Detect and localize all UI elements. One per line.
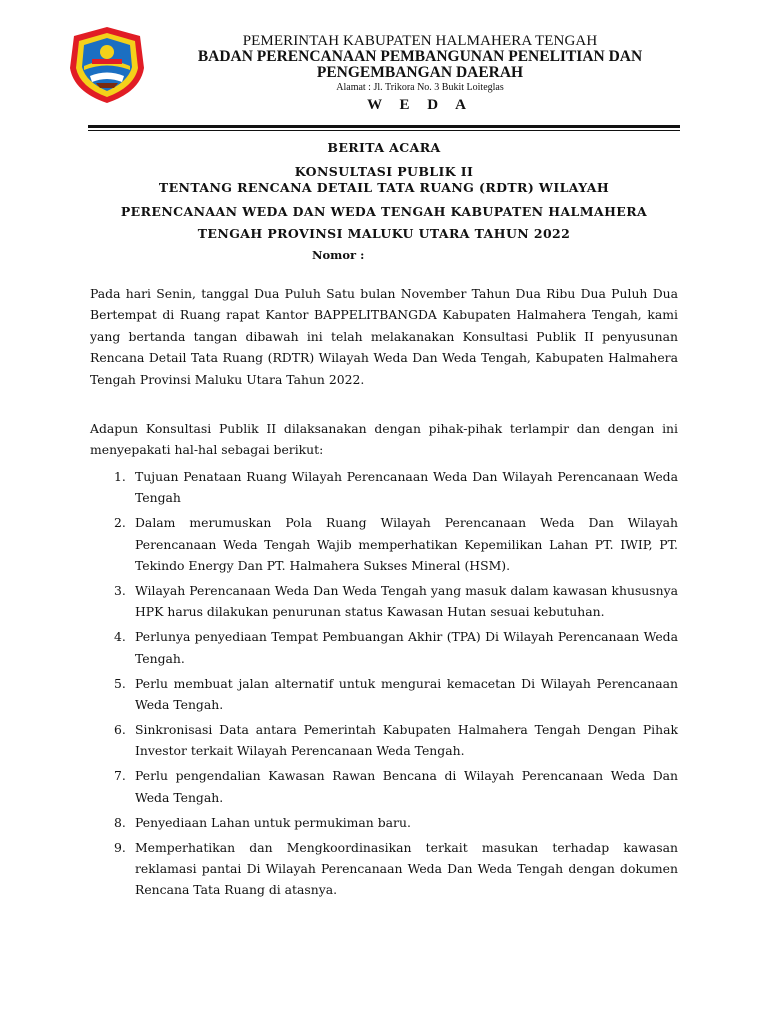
list-item-text: Memperhatikan dan Mengkoordinasikan terkait masukan terhadap kawasan reklamasi pantai Di Wilayah Perencanaan Weda Dan Weda Tengah dengan dokumen Rencana Tata Ruang di atasnya.: [135, 839, 678, 898]
letterhead-agency-line2: PENGEMBANGAN DAERAH: [316, 64, 524, 81]
list-item-text: Dalam merumuskan Pola Ruang Wilayah Perencanaan Weda Dan Wilayah Perencanaan Weda Tengah Wajib memperhatikan Kepemilikan Lahan PT. IWIP, PT. Tekindo Energy Dan PT. Halmahera Sukses Mineral (HSM).: [135, 515, 678, 574]
list-item: [90, 837, 678, 901]
list-item: [90, 466, 678, 509]
letterhead: [160, 33, 680, 115]
letterhead-address: Alamat : Jl. Trikora No. 3 Bukit Loiteglas: [336, 82, 504, 93]
agreement-intro-paragraph: Adapun Konsultasi Publik II dilaksanakan dengan pihak-pihak terlampir dan dengan ini menyepakati hal-hal sebagai berikut:: [90, 421, 678, 458]
regency-emblem-icon: [66, 24, 148, 106]
list-item-text: Sinkronisasi Data antara Pemerintah Kabupaten Halmahera Tengah Dengan Pihak Investor terkait Wilayah Perencanaan Weda Tengah.: [135, 721, 678, 759]
opening-paragraph: Pada hari Senin, tanggal Dua Puluh Satu bulan November Tahun Dua Ribu Dua Puluh Dua Bertempat di Ruang rapat Kantor BAPPELITBANGDA Kabupaten Halmahera Tengah, kami yang bertanda tangan dibawah ini telah melakanakan Konsultasi Publik II penyusunan Rencana Detail Tata Ruang (RDTR) Wilayah Weda Dan Weda Tengah, Kabupaten Halmahera Tengah Provinsi Maluku Utara Tahun 2022.: [90, 286, 678, 387]
list-item-text: Penyediaan Lahan untuk permukiman baru.: [135, 814, 411, 830]
letterhead-government: PEMERINTAH KABUPATEN HALMAHERA TENGAH: [242, 33, 598, 49]
letterhead-divider-thin: [88, 130, 680, 131]
letterhead-divider-thick: [88, 125, 680, 128]
letterhead-city: W E D A: [367, 97, 473, 113]
letterhead-agency-line1: BADAN PERENCANAAN PEMBANGUNAN PENELITIAN DAN: [197, 48, 643, 65]
list-item: [90, 719, 678, 762]
list-item-text: Perlu membuat jalan alternatif untuk mengurai kemacetan Di Wilayah Perencanaan Weda Tengah.: [135, 675, 678, 713]
list-item: [90, 626, 678, 669]
document-topic-line2: PERENCANAAN WEDA DAN WEDA TENGAH KABUPATEN HALMAHERA: [120, 204, 648, 219]
list-item-number: 3.: [114, 583, 126, 599]
document-topic-line1: TENTANG RENCANA DETAIL TATA RUANG (RDTR) WILAYAH: [158, 180, 610, 195]
list-item-number: 1.: [114, 469, 126, 484]
list-item-number: 9.: [114, 839, 126, 855]
agreement-points-list: [90, 466, 678, 904]
list-item-text: Tujuan Penataan Ruang Wilayah Perencanaan Weda Dan Wilayah Perencanaan Weda Tengah: [135, 469, 678, 506]
list-item: [90, 580, 678, 623]
list-item-text: Perlunya penyediaan Tempat Pembuangan Akhir (TPA) Di Wilayah Perencanaan Weda Tengah.: [135, 629, 678, 666]
document-topic-line3: TENGAH PROVINSI MALUKU UTARA TAHUN 2022: [197, 226, 571, 241]
list-item-number: 5.: [114, 675, 126, 691]
list-item: [90, 812, 678, 833]
list-item-text: Wilayah Perencanaan Weda Dan Weda Tengah yang masuk dalam kawasan khususnya HPK harus dilakukan penurunan status Kawasan Hutan sesuai kebutuhan.: [135, 583, 678, 620]
list-item: [90, 765, 678, 808]
document-number: Nomor :: [312, 248, 365, 262]
list-item-text: Perlu pengendalian Kawasan Rawan Bencana di Wilayah Perencanaan Weda Dan Weda Tengah.: [135, 768, 678, 805]
document-title: BERITA ACARA: [327, 140, 441, 155]
list-item: [90, 512, 678, 576]
list-item-number: 7.: [114, 768, 126, 784]
list-item-number: 8.: [114, 814, 126, 830]
list-item-number: 6.: [114, 721, 126, 737]
list-item-number: 4.: [114, 629, 126, 645]
list-item: [90, 673, 678, 716]
list-item-number: 2.: [114, 515, 126, 531]
document-subtitle: KONSULTASI PUBLIK II: [294, 164, 474, 179]
